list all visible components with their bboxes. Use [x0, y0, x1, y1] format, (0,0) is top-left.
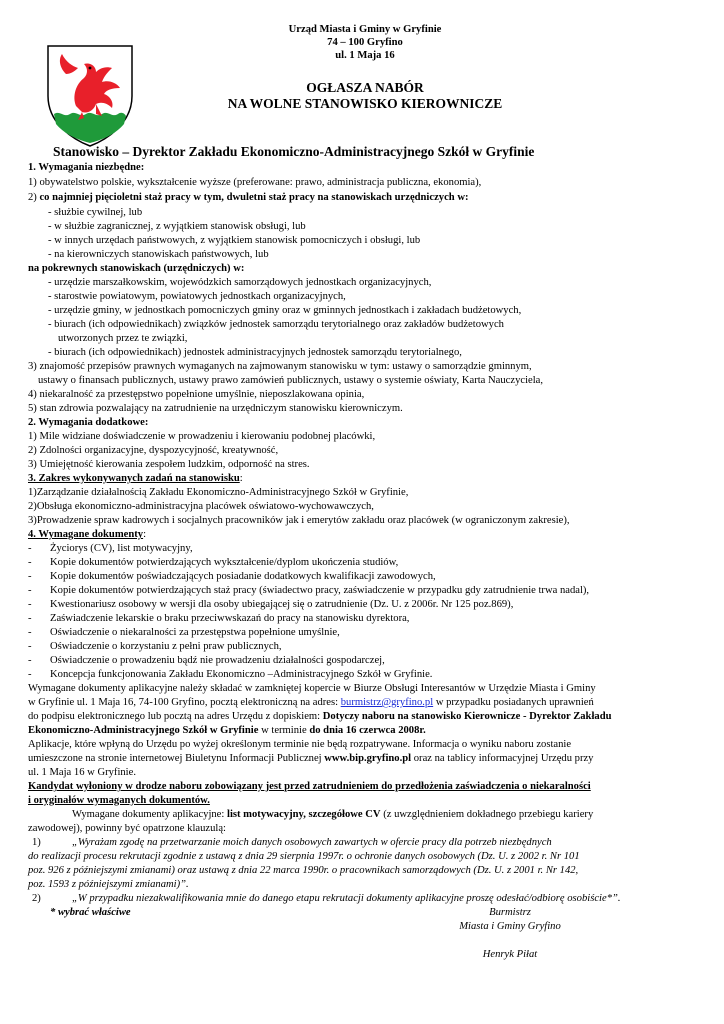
clause-line-2: zawodowej), powinny być opatrzone klauzulą: — [28, 823, 226, 834]
submit-line-3: do podpisu elektronicznego lub pocztą na adres Urzędu z dopiskiem: Dotyczy naboru na stanowisko Kierownicze - Dyrektor Zakładu — [28, 711, 612, 722]
sub2-item-4-cont: utworzonych przez te związki, — [58, 333, 188, 344]
doc-dash: - — [28, 585, 32, 596]
doc-item-6: Zaświadczenie lekarskie o braku przeciwwskazań do pracy na stanowisku dyrektora, — [50, 613, 410, 624]
bip-link[interactable]: www.bip.gryfino.pl — [324, 753, 412, 764]
office-street: ul. 1 Maja 16 — [335, 50, 395, 61]
announce-line-1: OGŁASZA NABÓR — [306, 80, 424, 95]
req-line-3a: 3) znajomość przepisów prawnych wymaganych na zajmowanym stanowisku w tym: ustawy o samorządzie gminnym, — [28, 361, 532, 372]
signature-name: Henryk Piłat — [482, 949, 538, 960]
task-3: 3)Prowadzenie spraw kadrowych i socjalnych pracowników jak i emerytów zakładu oraz placówek (w ograniczonym zakresie), — [28, 515, 570, 526]
doc-dash: - — [28, 613, 32, 624]
doc-item-8: Oświadczenie o korzystaniu z pełni praw publicznych, — [50, 641, 282, 652]
submit-line-1: Wymagane dokumenty aplikacyjne należy składać w zamkniętej kopercie w Biurze Obsługi Interesantów w Urzędzie Miasta i Gminy — [28, 683, 596, 694]
consent-quote-line-3: poz. 926 z późniejszymi zmianami) oraz ustawą z dnia 22 marca 1990r. o pracownikach samorządowych (Dz. U. z 2001 r. Nr 142, — [28, 865, 579, 876]
email-link[interactable]: burmistrz@gryfino.pl — [340, 697, 434, 708]
doc-item-7: Oświadczenie o niekaralności za przestępstwa popełnione umyślnie, — [50, 627, 340, 638]
choose-note: * wybrać właściwe — [50, 907, 131, 918]
sub1-item-3: - w innych urzędach państwowych, z wyjątkiem stanowisk pomocniczych i obsługi, lub — [48, 235, 421, 246]
req-line-2: 2) co najmniej pięcioletni staż pracy w tym, dwuletni staż pracy na stanowiskach urzędniczych w: — [28, 192, 469, 203]
clause-line-1: Wymagane dokumenty aplikacyjne: list motywacyjny, szczegółowe CV (z uwzględnieniem dokładnego przebiegu kariery — [72, 809, 594, 820]
after-line-2: umieszczone na stronie internetowej Biuletynu Informacji Publicznej www.bip.gryfino.pl oraz na tablicy informacyjnej Urzędu przy — [28, 753, 594, 764]
extra-req-2: 2) Zdolności organizacyjne, dyspozycyjność, kreatywność, — [28, 445, 279, 456]
doc-dash: - — [28, 543, 32, 554]
sub2-item-4: - biurach (ich odpowiednikach) związków jednostek samorządu terytorialnego oraz zakładów budżetowych — [48, 319, 504, 330]
doc-dash: - — [28, 599, 32, 610]
office-name: Urząd Miasta i Gminy w Gryfinie — [288, 24, 442, 35]
doc-dash: - — [28, 669, 32, 680]
signature-office: Miasta i Gminy Gryfino — [459, 921, 561, 932]
sub1-item-1: - służbie cywilnej, lub — [48, 207, 143, 218]
clause-num-2: 2) — [32, 893, 41, 904]
position-title: Stanowisko – Dyrektor Zakładu Ekonomiczno-Administracyjnego Szkół w Gryfinie — [53, 144, 535, 159]
clause-num-1: 1) — [32, 837, 41, 848]
sub2-item-1: - urzędzie marszałkowskim, wojewódzkich samorządowych jednostkach organizacyjnych, — [48, 277, 432, 288]
doc-item-2: Kopie dokumentów potwierdzających wykształcenie/dyplom ukończenia studiów, — [50, 557, 399, 568]
task-1: 1)Zarządzanie działalnością Zakładu Ekonomiczno-Administracyjnego Szkół w Gryfinie, — [28, 487, 409, 498]
sub1-item-2: - w służbie zagranicznej, z wyjątkiem stanowisk obsługi, lub — [48, 221, 306, 232]
doc-item-10: Koncepcja funkcjonowania Zakładu Ekonomiczno –Administracyjnego Szkół w Gryfinie. — [50, 669, 433, 680]
extra-req-1: 1) Mile widziane doświadczenie w prowadzeniu i kierowaniu podobnej placówki, — [28, 431, 376, 442]
warning-line-2: i oryginałów wymaganych dokumentów. — [28, 795, 210, 806]
req-line-3b: ustawy o finansach publicznych, ustawy prawo zamówień publicznych, ustawy o systemie oświaty, Karta Nauczyciela, — [38, 375, 544, 386]
req-line-5: 5) stan zdrowia pozwalający na zatrudnienie na urzędniczym stanowisku kierowniczym. — [28, 403, 403, 414]
return-docs-quote: „W przypadku niezakwalifikowania mnie do danego etapu rekrutacji dokumenty aplikacyjne proszę odesłać/odbiorę osobiście*”. — [72, 893, 621, 904]
sub2-item-5: - biurach (ich odpowiednikach) jednostek administracyjnych jednostek samorządu terytorialnego, — [48, 347, 462, 358]
doc-item-1: Życiorys (CV), list motywacyjny, — [50, 543, 193, 554]
sub1-item-4: - na kierowniczych stanowiskach państwowych, lub — [48, 249, 269, 260]
doc-item-4: Kopie dokumentów potwierdzających staż pracy (świadectwo pracy, zaświadczenie w przypadku gdy zatrudnienie trwa nadal), — [50, 585, 590, 596]
consent-quote-line-1: „Wyrażam zgodę na przetwarzanie moich danych osobowych zawartych w ofercie pracy dla potrzeb niezbędnych — [72, 837, 552, 848]
sub2-item-3: - urzędzie gminy, w jednostkach pomocniczych gminy oraz w gminnych jednostkach i zakładach budżetowych, — [48, 305, 522, 316]
extra-req-3: 3) Umiejętność kierowania zespołem ludzkim, odporność na stres. — [28, 459, 310, 470]
office-postal: 74 – 100 Gryfino — [327, 37, 403, 48]
doc-dash: - — [28, 557, 32, 568]
sub2-item-2: - starostwie powiatowym, powiatowych jednostkach organizacyjnych, — [48, 291, 346, 302]
submit-line-2: w Gryfinie ul. 1 Maja 16, 74-100 Gryfino, pocztą elektroniczną na adres: burmistrz@gryfino.pl w przypadku posiadanych uprawnień — [28, 697, 594, 708]
doc-dash: - — [28, 655, 32, 666]
consent-quote-line-2: do realizacji procesu rekrutacji zgodnie z ustawą z dnia 29 sierpnia 1997r. o ochronie danych osobowych (Dz. U. z 2002 r. Nr 101 — [28, 851, 580, 862]
task-2: 2)Obsługa ekonomiczno-administracyjna placówek oświatowo-wychowawczych, — [28, 501, 374, 512]
warning-line-1: Kandydat wyłoniony w drodze naboru zobowiązany jest przed zatrudnieniem do przedłożenia zaświadczenia o niekaralności — [28, 781, 591, 792]
coat-of-arms-icon — [46, 44, 134, 148]
doc-item-5: Kwestionariusz osobowy w wersji dla osoby ubiegającej się o zatrudnienie (Dz. U. z 2006r. Nr 125 poz.869), — [50, 599, 514, 610]
section-4-heading: 4. Wymagane dokumenty: — [28, 529, 147, 540]
after-line-1: Aplikacje, które wpłyną do Urzędu po wyżej określonym terminie nie będą rozpatrywane. Informacja o wyniku naboru zostanie — [28, 739, 572, 750]
related-positions-heading: na pokrewnych stanowiskach (urzędniczych) w: — [28, 263, 245, 274]
section-1-heading: 1. Wymagania niezbędne: — [28, 162, 145, 173]
doc-dash: - — [28, 641, 32, 652]
section-2-heading: 2. Wymagania dodatkowe: — [28, 417, 149, 428]
section-3-heading: 3. Zakres wykonywanych zadań na stanowisku: — [28, 473, 243, 484]
submit-line-4: Ekonomiczno-Administracyjnego Szkół w Gryfinie w terminie do dnia 16 czerwca 2008r. — [28, 725, 426, 736]
req-line-1: 1) obywatelstwo polskie, wykształcenie wyższe (preferowane: prawo, administracja publiczna, ekonomia), — [28, 177, 482, 188]
after-line-3: ul. 1 Maja 16 w Gryfinie. — [28, 767, 136, 778]
req-line-4: 4) niekaralność za przestępstwo popełnione umyślnie, nieposzlakowana opinia, — [28, 389, 365, 400]
doc-item-3: Kopie dokumentów poświadczających posiadanie dodatkowych kwalifikacji zawodowych, — [50, 571, 436, 582]
signature-role: Burmistrz — [489, 907, 531, 918]
announce-line-2: NA WOLNE STANOWISKO KIEROWNICZE — [227, 96, 503, 111]
consent-quote-line-4: poz. 1593 z późniejszymi zmianami)”. — [28, 879, 189, 890]
doc-dash: - — [28, 627, 32, 638]
doc-item-9: Oświadczenie o prowadzeniu bądź nie prowadzeniu działalności gospodarczej, — [50, 655, 385, 666]
doc-dash: - — [28, 571, 32, 582]
